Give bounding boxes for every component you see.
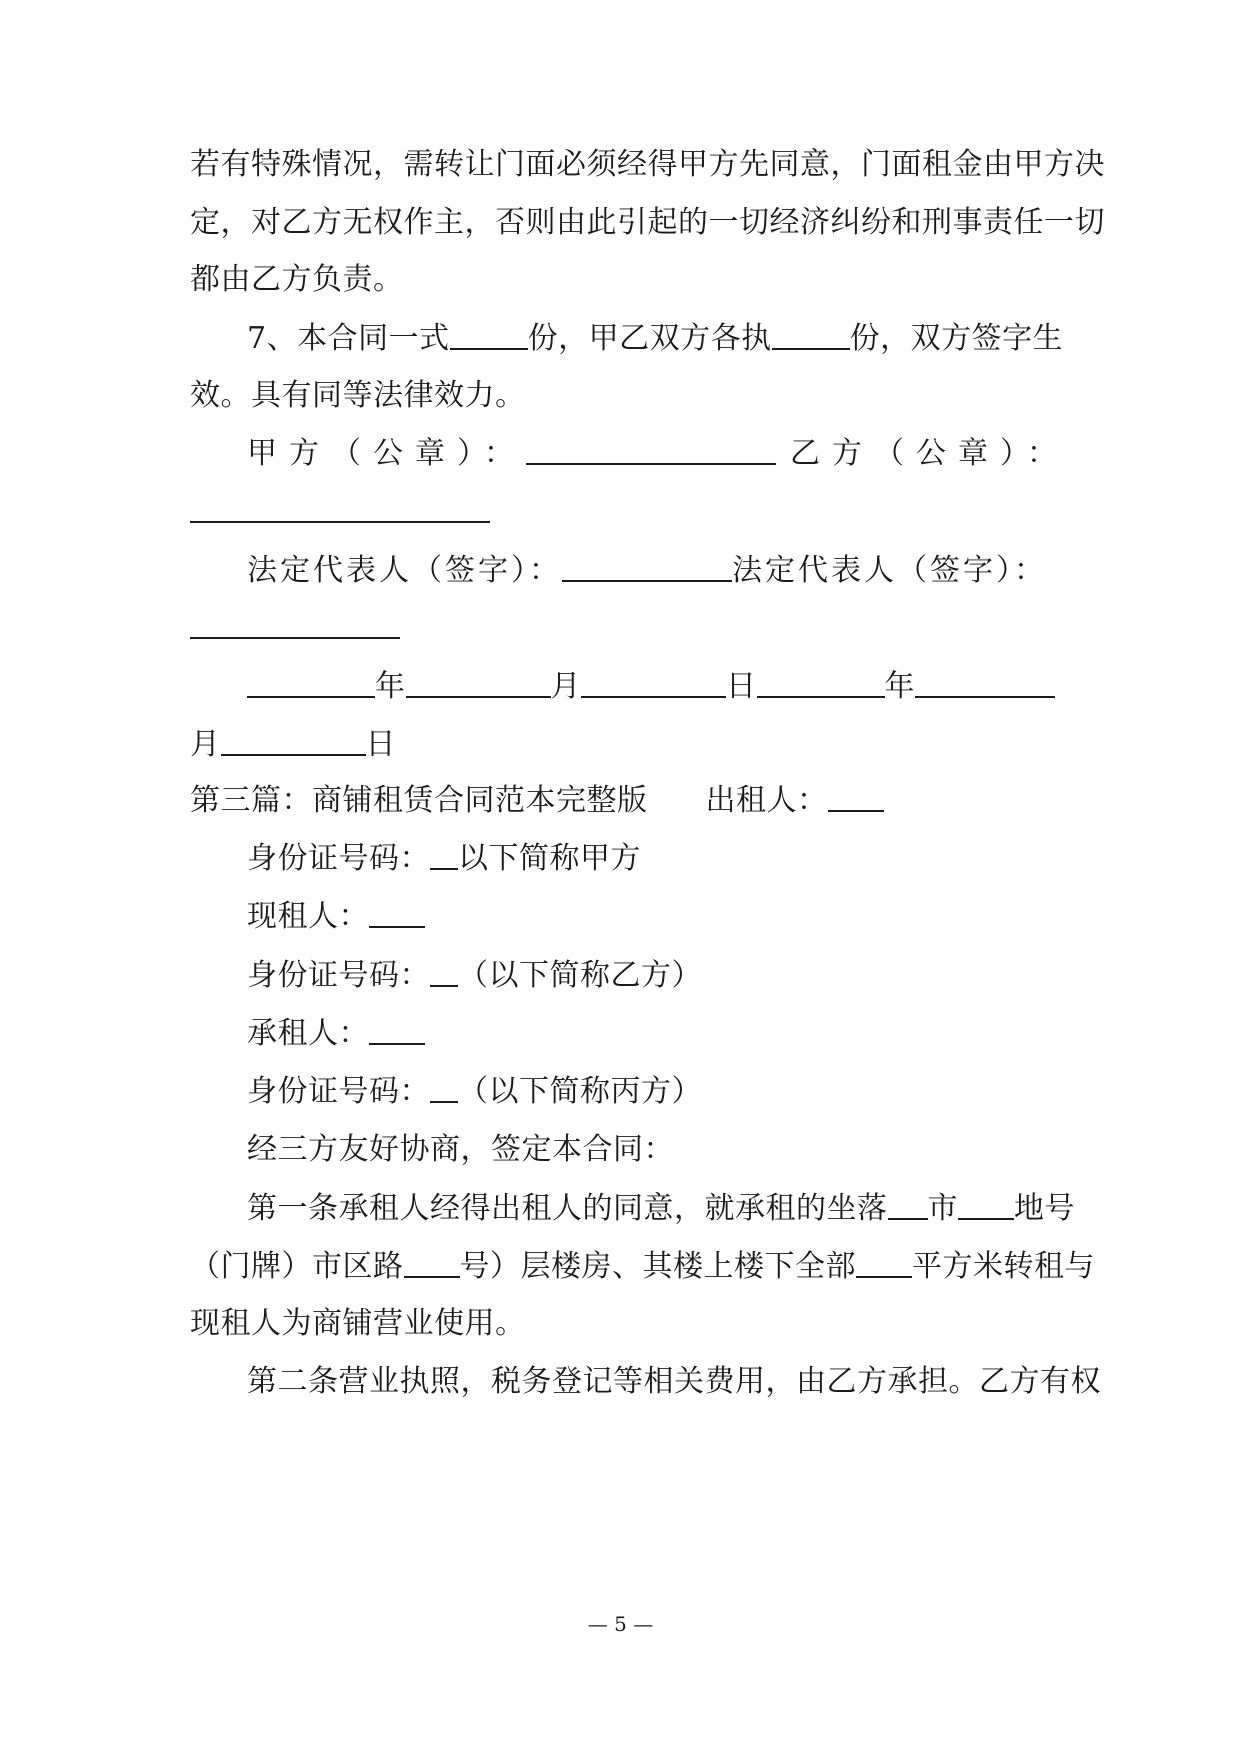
lessee-id-line (247, 1071, 702, 1112)
party-a-rep-label: 法定代表人（签字）： (247, 553, 562, 588)
party-b-seal-line (190, 491, 490, 532)
area-blank (856, 1246, 912, 1278)
lot-number-blank (958, 1188, 1014, 1220)
para-copies-line-1 (247, 318, 1063, 359)
lessee-id-suffix: （以下简称丙方） (458, 1074, 702, 1109)
party-seal-line (247, 433, 1069, 474)
negotiation-line: 经三方友好协商，签定本合同： (247, 1132, 674, 1167)
party-a-seal-label: 甲方（公章）： (247, 436, 526, 471)
article-1-line-2 (190, 1246, 1095, 1287)
article-1-text-b: 市 (927, 1191, 958, 1226)
current-tenant-id-label: 身份证号码： (247, 958, 430, 993)
copies-total-blank (450, 318, 528, 350)
date-a-year-blank (247, 666, 375, 698)
lessee-blank (369, 1013, 425, 1045)
party-b-seal-blank (190, 491, 490, 523)
page-number: — 5 — (587, 1612, 654, 1636)
current-tenant-label: 现租人： (247, 899, 369, 934)
lessor-id-suffix: 以下简称甲方 (458, 841, 641, 876)
section-heading-line (190, 780, 884, 821)
section-title: 第三篇：商铺租赁合同范本完整版 (190, 783, 648, 818)
date-a-day-blank (581, 666, 726, 698)
date-a-month-blank (406, 666, 551, 698)
para-transfer-line-1: 若有特殊情况，需转让门面必须经得甲方先同意，门面租金由甲方决 (190, 147, 1105, 182)
current-tenant-id-suffix: （以下简称乙方） (458, 958, 702, 993)
copies-each-blank (772, 318, 850, 350)
date-a-year-label: 年 (375, 669, 406, 704)
copies-text-c: 份，双方签字生 (849, 321, 1064, 356)
current-tenant-id-blank (430, 955, 458, 987)
current-tenant-line (247, 896, 425, 937)
lessee-line (247, 1013, 425, 1054)
party-b-rep-line (190, 607, 400, 648)
lessor-id-line (247, 838, 641, 879)
house-number-blank (404, 1246, 460, 1278)
article-1-line-3: 现租人为商铺营业使用。 (190, 1306, 526, 1341)
article-1-text-f: 平方米转租与 (912, 1249, 1095, 1284)
lessee-id-blank (430, 1071, 458, 1103)
date-b-day-blank (221, 724, 366, 756)
article-2-line-1: 第二条营业执照，税务登记等相关费用，由乙方承担。乙方有权 (247, 1364, 1101, 1399)
article-1-text-d: （门牌）市区路 (190, 1249, 404, 1284)
party-a-rep-blank (562, 550, 732, 582)
lessee-id-label: 身份证号码： (247, 1074, 430, 1109)
current-tenant-id-line (247, 955, 702, 996)
article-1-line-1 (247, 1188, 1075, 1229)
lessee-label: 承租人： (247, 1016, 369, 1051)
date-b-year-label: 年 (884, 669, 915, 704)
copies-text-a: 7、本合同一式 (247, 321, 450, 356)
date-b-month-label: 月 (190, 727, 221, 762)
para-copies-line-2: 效。具有同等法律效力。 (190, 378, 526, 413)
para-transfer-line-3: 都由乙方负责。 (190, 262, 404, 297)
article-1-text-e: 号）层楼房、其楼上楼下全部 (459, 1249, 856, 1284)
party-b-rep-blank (190, 607, 400, 639)
date-a-day-label: 日 (726, 669, 757, 704)
date-line-1 (247, 666, 1055, 707)
date-b-day-label: 日 (365, 727, 396, 762)
lessor-id-blank (430, 838, 458, 870)
party-b-seal-label: 乙方（公章）： (790, 436, 1069, 471)
article-1-text-c: 地号 (1014, 1191, 1075, 1226)
date-b-month-blank (915, 666, 1055, 698)
para-transfer-line-2: 定，对乙方无权作主，否则由此引起的一切经济纠纷和刑事责任一切 (190, 205, 1105, 240)
lessor-id-label: 身份证号码： (247, 841, 430, 876)
party-b-rep-label: 法定代表人（签字）： (732, 553, 1047, 588)
lessor-label: 出租人： (705, 783, 828, 818)
current-tenant-blank (369, 896, 425, 928)
date-a-month-label: 月 (550, 669, 581, 704)
party-a-seal-blank (526, 433, 776, 465)
lessor-blank (828, 780, 884, 812)
rep-sign-line (247, 550, 1047, 591)
city-blank (888, 1188, 928, 1220)
date-line-2 (190, 724, 396, 765)
article-1-text-a: 第一条承租人经得出租人的同意，就承租的坐落 (247, 1191, 888, 1226)
copies-text-b: 份，甲乙双方各执 (527, 321, 772, 356)
date-b-year-blank (757, 666, 885, 698)
